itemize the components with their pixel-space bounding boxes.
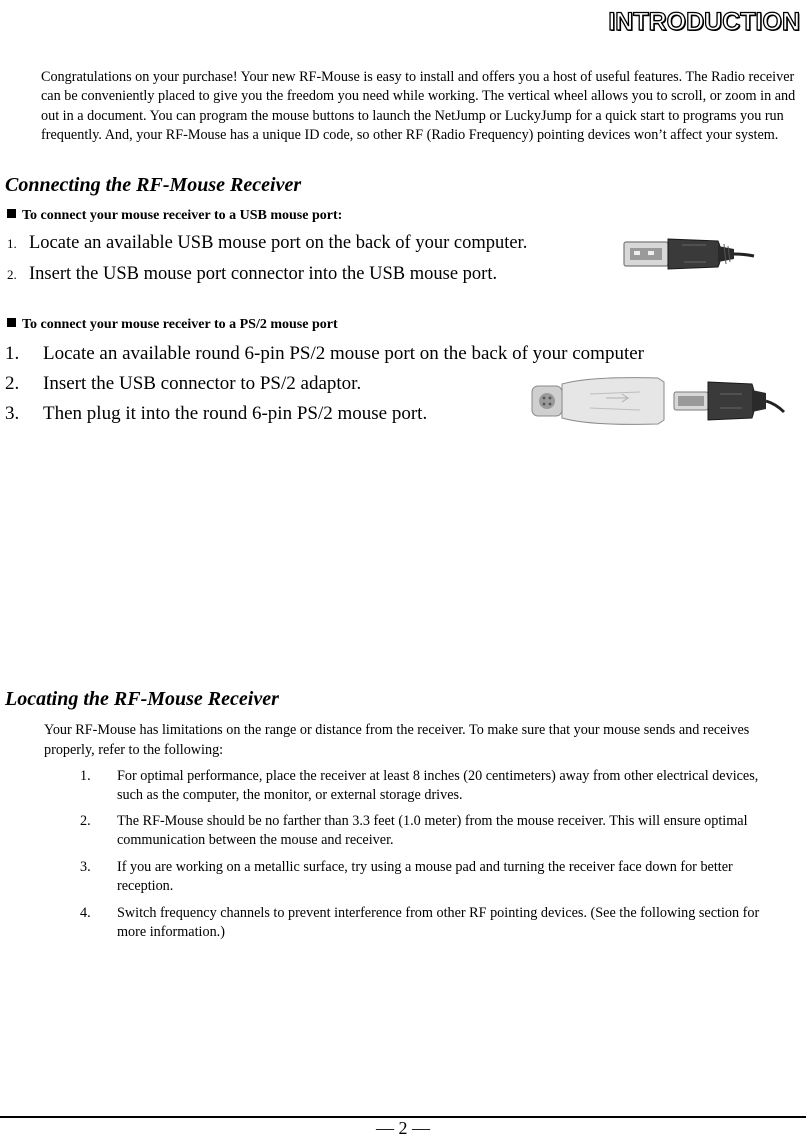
list-item-number: 1. <box>80 768 91 784</box>
list-item-text: Switch frequency channels to prevent interference from other RF pointing devices. (See the following section for more information.) <box>117 905 760 940</box>
ps2-step-1 <box>5 343 644 365</box>
usb-step-1 <box>7 233 527 254</box>
list-item-number: 4. <box>80 905 91 921</box>
locating-intro-paragraph: Your RF-Mouse has limitations on the range or distance from the receiver. To make sure that your mouse sends and receives properly, refer to the following: <box>44 722 750 758</box>
bullet-usb-label: To connect your mouse receiver to a USB mouse port: <box>22 208 343 223</box>
list-item <box>80 858 780 898</box>
square-bullet-icon <box>7 318 16 327</box>
bullet-usb <box>7 208 342 224</box>
bullet-ps2 <box>7 317 338 333</box>
list-item-text: If you are working on a metallic surface, try using a mouse pad and turning the receiver face down for better reception. <box>117 859 733 894</box>
usb-step-2 <box>7 264 497 285</box>
ps2-step-2-number: 2. <box>5 373 20 394</box>
page-number: — 2 — <box>376 1118 430 1138</box>
heading-connecting-receiver: Connecting the RF-Mouse Receiver <box>5 174 302 196</box>
usb-step-2-number: 2. <box>7 267 17 282</box>
bullet-ps2-label: To connect your mouse receiver to a PS/2 mouse port <box>22 317 338 332</box>
list-item-text: The RF-Mouse should be no farther than 3.3 feet (1.0 meter) from the mouse receiver. This will ensure optimal communication between the mouse and receiver. <box>117 813 748 848</box>
usb-connector-image <box>622 234 756 274</box>
usb-step-1-text: Locate an available USB mouse port on the back of your computer. <box>29 233 528 253</box>
ps2-step-2 <box>5 373 361 395</box>
ps2-step-1-number: 1. <box>5 343 20 364</box>
list-item-number: 3. <box>80 859 91 875</box>
intro-paragraph: Congratulations on your purchase! Your new RF-Mouse is easy to install and offers you a host of useful features. The Radio receiver can be conveniently placed to give you the freedom you need while working. The vertical wheel allows you to scroll, or zoom in and out in a document. You can program the mouse buttons to launch the NetJump or LuckyJump for a quick start to programs you run frequently. And, your RF-Mouse has a unique ID code, so other RF (Radio Frequency) pointing devices won’t affect your system. <box>41 69 796 143</box>
ps2-adaptor-image <box>530 372 786 428</box>
list-item <box>80 767 780 807</box>
ps2-step-3-text: Then plug it into the round 6-pin PS/2 mouse port. <box>43 403 428 424</box>
ps2-step-2-text: Insert the USB connector to PS/2 adaptor. <box>43 373 362 394</box>
list-item <box>80 904 780 944</box>
ps2-step-3 <box>5 403 427 425</box>
square-bullet-icon <box>7 209 16 218</box>
list-item <box>80 812 780 852</box>
ps2-step-1-text: Locate an available round 6-pin PS/2 mouse port on the back of your computer <box>43 343 644 364</box>
list-item-text: For optimal performance, place the receiver at least 8 inches (20 centimeters) away from other electrical devices, such as the computer, the monitor, or external storage drives. <box>117 768 759 803</box>
usb-step-1-number: 1. <box>7 236 17 251</box>
usb-step-2-text: Insert the USB mouse port connector into the USB mouse port. <box>29 264 498 284</box>
heading-locating-receiver: Locating the RF-Mouse Receiver <box>5 688 279 710</box>
page-header-title: INTRODUCTION <box>608 8 800 36</box>
list-item-number: 2. <box>80 813 91 829</box>
ps2-step-3-number: 3. <box>5 403 20 424</box>
